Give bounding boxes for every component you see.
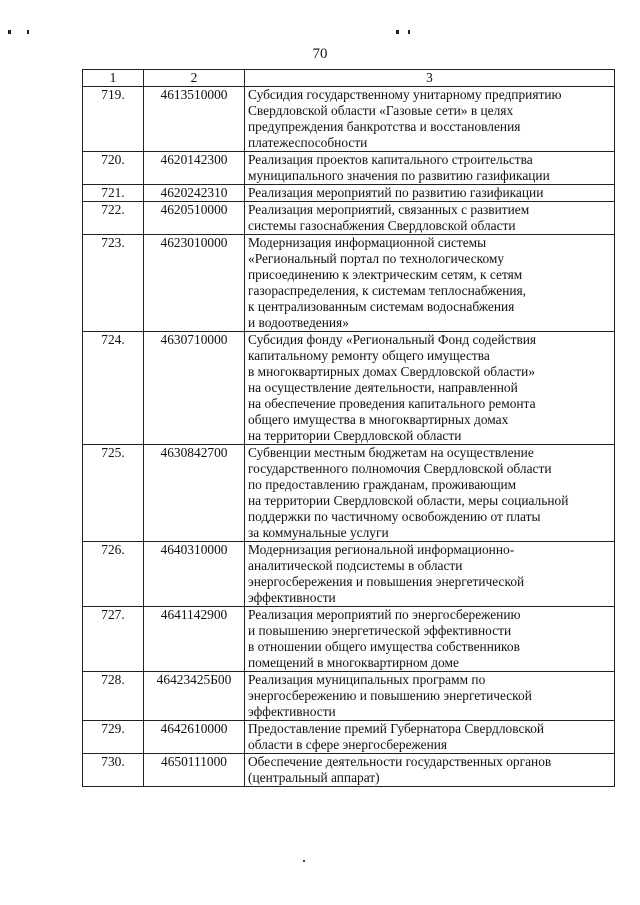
description xyxy=(245,754,615,787)
budget-code: 4630842700 xyxy=(144,445,245,542)
description xyxy=(245,721,615,754)
description-line: Предоставление премий Губернатора Свердловской xyxy=(248,721,545,736)
description-line: энергосбережения и повышения энергетической xyxy=(248,574,525,589)
description-line: муниципального значения по развитию газификации xyxy=(248,168,550,183)
description-line: в многоквартирных домах Свердловской области» xyxy=(248,364,536,379)
row-number: 730. xyxy=(83,754,144,787)
row-number: 721. xyxy=(83,185,144,202)
budget-code: 4613510000 xyxy=(144,87,245,152)
description-line: области в сфере энергосбережения xyxy=(248,737,448,752)
budget-code: 4620242310 xyxy=(144,185,245,202)
description-line: Субвенции местным бюджетам на осуществление xyxy=(248,445,534,460)
description-line: на осуществление деятельности, направленной xyxy=(248,380,518,395)
description-line: Модернизация информационной системы xyxy=(248,235,487,250)
table-row xyxy=(83,445,615,542)
description xyxy=(245,87,615,152)
description-line: эффективности xyxy=(248,590,336,605)
table-row xyxy=(83,332,615,445)
description-line: на территории Свердловской области xyxy=(248,428,462,443)
description xyxy=(245,542,615,607)
description-line: Реализация муниципальных программ по xyxy=(248,672,486,687)
scan-mark xyxy=(27,30,29,34)
budget-code: 4640310000 xyxy=(144,542,245,607)
description xyxy=(245,152,615,185)
description xyxy=(245,332,615,445)
description-line: (центральный аппарат) xyxy=(248,770,380,785)
table-row xyxy=(83,185,615,202)
row-number: 725. xyxy=(83,445,144,542)
row-number: 724. xyxy=(83,332,144,445)
description-line: Субсидия государственному унитарному предприятию xyxy=(248,87,562,102)
description xyxy=(245,672,615,721)
description-line: помещений в многоквартирном доме xyxy=(248,655,459,670)
description xyxy=(245,185,615,202)
description-line: Реализация мероприятий, связанных с развитием xyxy=(248,202,530,217)
description-line: Модернизация региональной информационно- xyxy=(248,542,515,557)
row-number: 726. xyxy=(83,542,144,607)
description-line: энергосбережению и повышению энергетической xyxy=(248,688,532,703)
budget-code: 4641142900 xyxy=(144,607,245,672)
page-number: 70 xyxy=(312,46,328,62)
description-line: эффективности xyxy=(248,704,336,719)
description-line: к централизованным системам водоснабжения xyxy=(248,299,515,314)
description-line: за коммунальные услуги xyxy=(248,525,389,540)
description-line: присоединению к электрическим сетям, к сетям xyxy=(248,267,523,282)
table-row xyxy=(83,152,615,185)
budget-code: 4630710000 xyxy=(144,332,245,445)
description-line: Реализация мероприятий по развитию газификации xyxy=(248,185,544,200)
table-row xyxy=(83,542,615,607)
table-row xyxy=(83,235,615,332)
scan-mark xyxy=(8,30,11,34)
scan-speck xyxy=(303,860,305,862)
row-number: 727. xyxy=(83,607,144,672)
description xyxy=(245,445,615,542)
budget-code: 4620510000 xyxy=(144,202,245,235)
description-line: предупреждения банкротства и восстановления xyxy=(248,119,521,134)
budget-code: 4642610000 xyxy=(144,721,245,754)
budget-code: 4623010000 xyxy=(144,235,245,332)
description-line: Свердловской области «Газовые сети» в целях xyxy=(248,103,514,118)
budget-classification-table xyxy=(82,69,615,787)
description-line: аналитической подсистемы в области xyxy=(248,558,463,573)
budget-code: 46423425Б00 xyxy=(144,672,245,721)
description xyxy=(245,607,615,672)
description-line: платежеспособности xyxy=(248,135,368,150)
description-line: на территории Свердловской области, меры социальной xyxy=(248,493,569,508)
column-header-description: 3 xyxy=(245,70,615,87)
table-row xyxy=(83,754,615,787)
budget-code: 4620142300 xyxy=(144,152,245,185)
description-line: газораспределения, к системам теплоснабжения, xyxy=(248,283,527,298)
description-line: общего имущества в многоквартирных домах xyxy=(248,412,509,427)
description-line: и водоотведения» xyxy=(248,315,349,330)
description-line: по предоставлению гражданам, проживающим xyxy=(248,477,517,492)
row-number: 723. xyxy=(83,235,144,332)
row-number: 722. xyxy=(83,202,144,235)
row-number: 728. xyxy=(83,672,144,721)
table-row xyxy=(83,87,615,152)
row-number: 720. xyxy=(83,152,144,185)
description-line: поддержки по частичному освобождению от платы xyxy=(248,509,541,524)
column-header-code: 2 xyxy=(144,70,245,87)
table-header-row xyxy=(83,70,615,87)
column-header-number: 1 xyxy=(83,70,144,87)
description-line: на обеспечение проведения капитального ремонта xyxy=(248,396,536,411)
description-line: в отношении общего имущества собственников xyxy=(248,639,520,654)
description-line: «Региональный портал по технологическому xyxy=(248,251,505,266)
table-row xyxy=(83,672,615,721)
table-row xyxy=(83,202,615,235)
scan-mark xyxy=(396,30,399,34)
row-number: 729. xyxy=(83,721,144,754)
table-row xyxy=(83,721,615,754)
description-line: системы газоснабжения Свердловской области xyxy=(248,218,516,233)
description-line: и повышению энергетической эффективности xyxy=(248,623,512,638)
budget-code: 4650111000 xyxy=(144,754,245,787)
scan-mark xyxy=(408,30,410,34)
description-line: Субсидия фонду «Региональный Фонд содействия xyxy=(248,332,537,347)
description-line: государственного полномочия Свердловской области xyxy=(248,461,552,476)
description xyxy=(245,202,615,235)
description-line: Обеспечение деятельности государственных органов xyxy=(248,754,552,769)
description-line: Реализация проектов капитального строительства xyxy=(248,152,533,167)
description xyxy=(245,235,615,332)
table-row xyxy=(83,607,615,672)
description-line: капитальному ремонту общего имущества xyxy=(248,348,490,363)
description-line: Реализация мероприятий по энергосбережению xyxy=(248,607,521,622)
row-number: 719. xyxy=(83,87,144,152)
